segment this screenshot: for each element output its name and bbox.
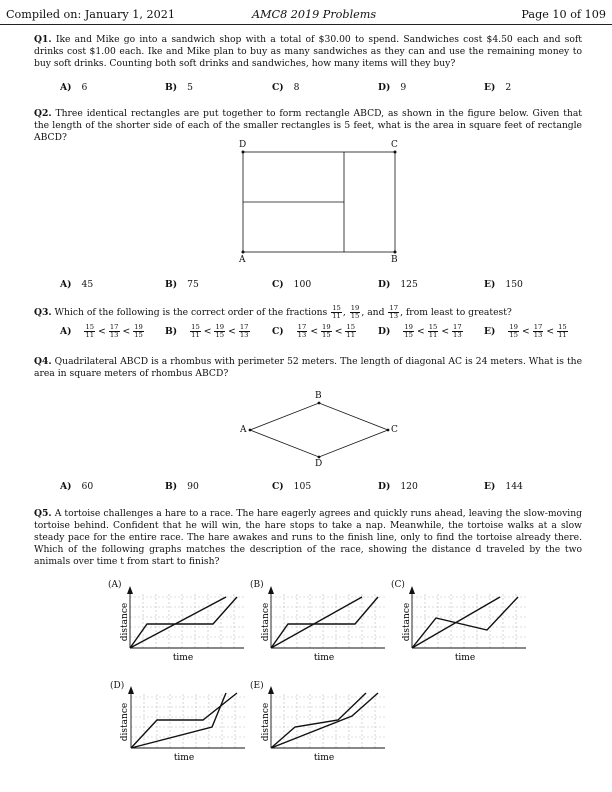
choice-value: 5 — [187, 82, 193, 93]
question-number: Q5 — [34, 508, 49, 519]
choice-value: 120 — [400, 481, 418, 492]
label-b: B — [391, 255, 398, 265]
label-d: D — [315, 459, 323, 469]
choice-letter: E) — [484, 279, 496, 290]
choice-letter: D) — [378, 481, 391, 492]
label-b: B — [315, 391, 322, 401]
choice-letter: B) — [165, 279, 178, 290]
question-4: Q4. Quadrilateral ABCD is a rhombus with perimeter 52 meters. The length of diagonal AC is 24 meters. What is the area in square meters of rhombus ABCD? — [34, 356, 583, 379]
graph-e-label: (E) — [250, 681, 264, 691]
choice-letter: E) — [484, 326, 496, 337]
choice-b[interactable]: B) $\frac{15}{11}$ < $\frac{19}{15}$ < $\frac{17}{13}$ — [165, 323, 249, 339]
y-axis-label: distance — [261, 702, 271, 742]
question-text: Three identical rectangles are put together to form rectangle ABCD, as shown in the figure below. Given that the length of the shorter side of each of the smaller rectangles is 5 feet, what is the area in square feet of rectangle ABCD? — [34, 108, 582, 143]
conjunction: and — [367, 307, 385, 318]
choice-letter: D) — [378, 279, 391, 290]
question-text: Which of the following is the correct order of the fractions — [54, 307, 328, 318]
question-text: A tortoise challenges a hare to a race. The hare eagerly agrees and quickly runs ahead, leaving the slow-moving tortoise behind. Confident that he will win, the hare stops to take a nap. Meanwhile, the tortoise walks at a slow steady pace for the entire race. The hare awakes and runs to the finish line, only to find the tortoise already there. Which of the following graphs matches the description of the race, showing the distance d traveled by the two animals over time t from start to finish? — [34, 508, 582, 567]
graph-b-label: (B) — [250, 580, 264, 590]
document-title: AMC8 2019 Problems — [252, 8, 377, 21]
label-a: A — [239, 255, 246, 265]
question-number: Q1 — [34, 34, 49, 45]
question-1: Q1. Ike and Mike go into a sandwich shop with a total of $30.00 to spend. Sandwiches cost $4.50 each and soft drinks cost $1.00 each. Ike and Mike plan to buy as many sandwiches as they can and use the remaining money to buy soft drinks. Counting both soft drinks and sandwiches, how many items will they buy? — [34, 34, 582, 69]
choice-value: 144 — [505, 481, 523, 492]
x-axis-label: time — [313, 753, 335, 763]
question-2: Q2. Three identical rectangles are put together to form rectangle ABCD, as shown in the figure below. Given that the length of the shorter side of each of the smaller rectangles is 5 feet, what is the area in square feet of rectangle ABCD? — [34, 108, 582, 143]
question-5: Q5. A tortoise challenges a hare to a race. The hare eagerly agrees and quickly runs ahead, leaving the slow-moving tortoise behind. Confident that he will win, the hare stops to take a nap. Meanwhile, the tortoise walks at a slow steady pace for the entire race. The hare awakes and runs to the finish line, only to find the tortoise already there. Which of the following graphs matches the description of the race, showing the distance d traveled by the two animals over time t from start to finish? — [34, 508, 582, 567]
label-c: C — [391, 140, 398, 150]
choice-letter: E) — [484, 481, 496, 492]
fraction: $\frac{17}{13}$ — [389, 304, 399, 320]
choice-value: 60 — [81, 481, 94, 492]
choice-value: 150 — [505, 279, 523, 290]
choice-a[interactable]: A) $\frac{15}{11}$ < $\frac{17}{13}$ < $\frac{19}{15}$ — [60, 323, 143, 339]
hare-line — [271, 693, 366, 748]
x-axis-label: time — [454, 653, 476, 663]
choice-value: 105 — [293, 481, 312, 492]
choice-letter: A) — [60, 82, 72, 93]
choice-value: 45 — [81, 279, 94, 290]
y-axis-label: distance — [402, 602, 412, 642]
choice-letter: A) — [60, 326, 72, 337]
choice-letter: C) — [272, 326, 284, 337]
choice-d[interactable]: D) $\frac{19}{15}$ < $\frac{15}{11}$ < $\frac{17}{13}$ — [378, 323, 462, 339]
choice-letter: D) — [378, 82, 391, 93]
question-number: Q4 — [34, 356, 49, 367]
question-3: Q3. Which of the following is the correct order of the fractions $\frac{15}{11}$ , $\frac{19}{15}$ , and $\frac{17}{13}$ , from least to greatest? — [34, 304, 512, 320]
graph-a-label: (A) — [108, 580, 122, 590]
y-axis-label: distance — [261, 602, 271, 642]
choice-letter: B) — [165, 481, 178, 492]
question-text-end: from least to greatest? — [405, 307, 512, 318]
x-axis-label: time — [313, 653, 335, 663]
choice-value: 90 — [187, 481, 199, 492]
choice-letter: C) — [272, 279, 284, 290]
y-axis-label: distance — [120, 602, 130, 642]
choice-value: 6 — [81, 82, 88, 93]
label-d: D — [239, 140, 247, 150]
y-axis-label: distance — [120, 702, 130, 742]
fraction: $\frac{15}{11}$ — [332, 304, 341, 320]
choice-letter: A) — [60, 481, 72, 492]
choice-letter: C) — [272, 481, 284, 492]
label-c: C — [391, 425, 398, 435]
choice-value: 75 — [187, 279, 199, 290]
question-number: Q3 — [34, 307, 49, 318]
choice-c[interactable]: C) $\frac{17}{13}$ < $\frac{19}{15}$ < $\frac{15}{11}$ — [272, 323, 356, 339]
choice-value: 2 — [505, 82, 512, 93]
page-number: Page 10 of 109 — [521, 8, 606, 21]
choice-letter: B) — [165, 82, 178, 93]
choice-letter: C) — [272, 82, 284, 93]
choice-letter: B) — [165, 326, 178, 337]
question-text: Quadrilateral ABCD is a rhombus with perimeter 52 meters. The length of diagonal AC is 24 meters. What is the area in square meters of rhombus ABCD? — [34, 356, 583, 379]
question-text: Ike and Mike go into a sandwich shop with a total of $30.00 to spend. Sandwiches cost $4.50 each and soft drinks cost $1.00 each. Ike and Mike plan to buy as many sandwiches as they can and use the remaining money to buy soft drinks. Counting both soft drinks and sandwiches, how many items will they buy? — [34, 34, 582, 69]
label-a: A — [240, 425, 247, 435]
choice-letter: D) — [378, 326, 391, 337]
choice-value: 100 — [293, 279, 312, 290]
x-axis-label: time — [173, 753, 195, 763]
choice-value: 9 — [400, 82, 407, 93]
choice-value: 125 — [400, 279, 418, 290]
graph-d-label: (D) — [110, 681, 125, 691]
choice-letter: E) — [484, 82, 496, 93]
choice-letter: A) — [60, 279, 72, 290]
graph-c-label: (C) — [391, 580, 405, 590]
x-axis-label: time — [172, 653, 194, 663]
choice-value: 8 — [293, 82, 300, 93]
choice-e[interactable]: E) $\frac{19}{15}$ < $\frac{17}{13}$ < $\frac{15}{11}$ — [484, 323, 567, 339]
question-number: Q2 — [34, 108, 49, 119]
compiled-date: Compiled on: January 1, 2021 — [6, 8, 175, 21]
y-axis-arrow — [268, 686, 274, 694]
fraction: $\frac{19}{15}$ — [350, 304, 360, 320]
